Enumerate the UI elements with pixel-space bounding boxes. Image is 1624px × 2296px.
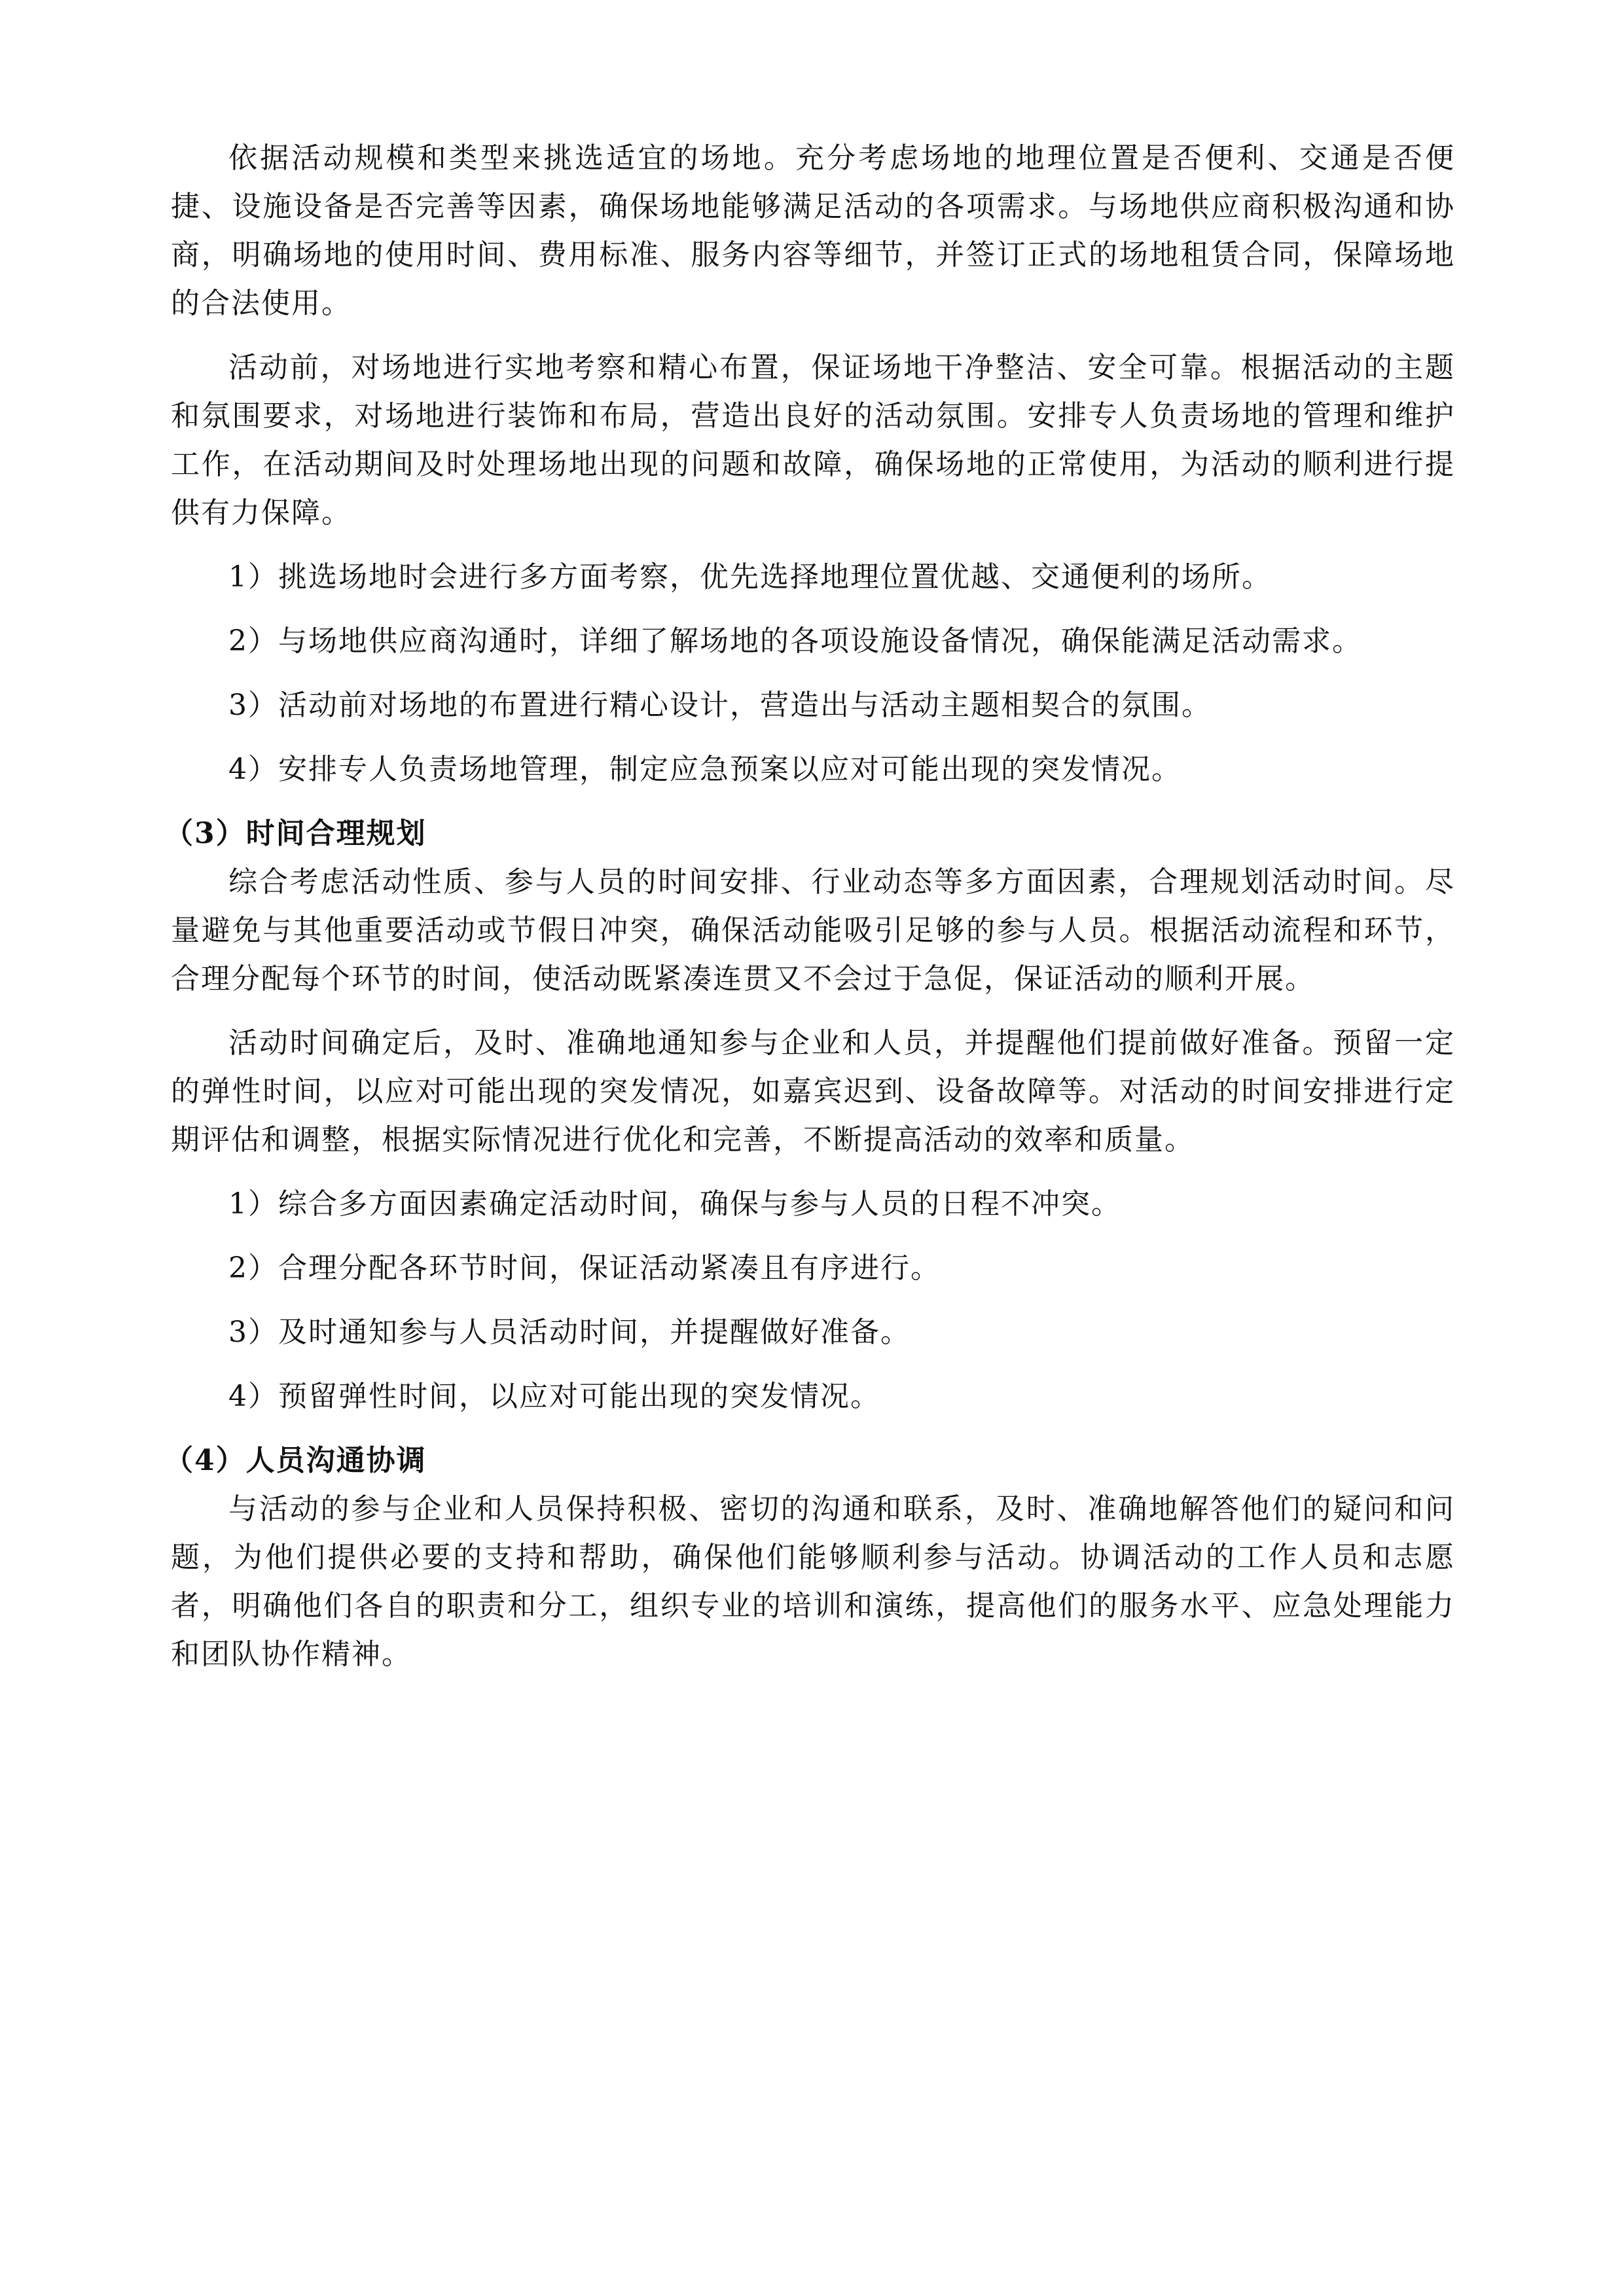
section-heading-time-planning: （3）时间合理规划 [164,817,427,850]
people-paragraph-1: 与活动的参与企业和人员保持积极、密切的沟通和联系，及时、准确地解答他们的疑问和问题，为他们提供必要的支持和帮助，确保他们能够顺利参与活动。协调活动的工作人员和志愿者，明确他们各自的职责和分工，组织专业的培训和演练，提高他们的服务水平、应急处理能力和团队协作精神。 [171,1492,1455,1671]
venue-list-item-4: 4）安排专人负责场地管理，制定应急预案以应对可能出现的突发情况。 [228,753,1182,786]
time-list-item-2: 2）合理分配各环节时间，保证活动紧凑且有序进行。 [228,1251,941,1285]
page-content [164,134,1455,1679]
venue-paragraph-2: 活动前，对场地进行实地考察和精心布置，保证场地干净整洁、安全可靠。根据活动的主题和氛围要求，对场地进行装饰和布局，营造出良好的活动氛围。安排专人负责场地的管理和维护工作，在活动期间及时处理场地出现的问题和故障，确保场地的正常使用，为活动的顺利进行提供有力保障。 [171,351,1455,529]
venue-list-item-2: 2）与场地供应商沟通时，详细了解场地的各项设施设备情况，确保能满足活动需求。 [228,624,1362,658]
venue-list-item-3: 3）活动前对场地的布置进行精心设计，营造出与活动主题相契合的氛围。 [228,689,1212,722]
time-paragraph-1: 综合考虑活动性质、参与人员的时间安排、行业动态等多方面因素，合理规划活动时间。尽量避免与其他重要活动或节假日冲突，确保活动能吸引足够的参与人员。根据活动流程和环节，合理分配每个环节的时间，使活动既紧凑连贯又不会过于急促，保证活动的顺利开展。 [171,865,1455,996]
time-list-item-1: 1）综合多方面因素确定活动时间，确保与参与人员的日程不冲突。 [228,1187,1121,1221]
time-paragraph-2: 活动时间确定后，及时、准确地通知参与企业和人员，并提醒他们提前做好准备。预留一定的弹性时间，以应对可能出现的突发情况，如嘉宾迟到、设备故障等。对活动的时间安排进行定期评估和调整，根据实际情况进行优化和完善，不断提高活动的效率和质量。 [171,1026,1455,1157]
venue-list-item-1: 1）挑选场地时会进行多方面考察，优先选择地理位置优越、交通便利的场所。 [228,560,1272,594]
time-list-item-3: 3）及时通知参与人员活动时间，并提醒做好准备。 [228,1316,911,1349]
time-list-item-4: 4）预留弹性时间，以应对可能出现的突发情况。 [228,1380,880,1413]
section-heading-people-coordination: （4）人员沟通协调 [164,1444,427,1477]
venue-paragraph-1: 依据活动规模和类型来挑选适宜的场地。充分考虑场地的地理位置是否便利、交通是否便捷、设施设备是否完善等因素，确保场地能够满足活动的各项需求。与场地供应商积极沟通和协商，明确场地的使用时间、费用标准、服务内容等细节，并签订正式的场地租赁合同，保障场地的合法使用。 [171,141,1455,320]
